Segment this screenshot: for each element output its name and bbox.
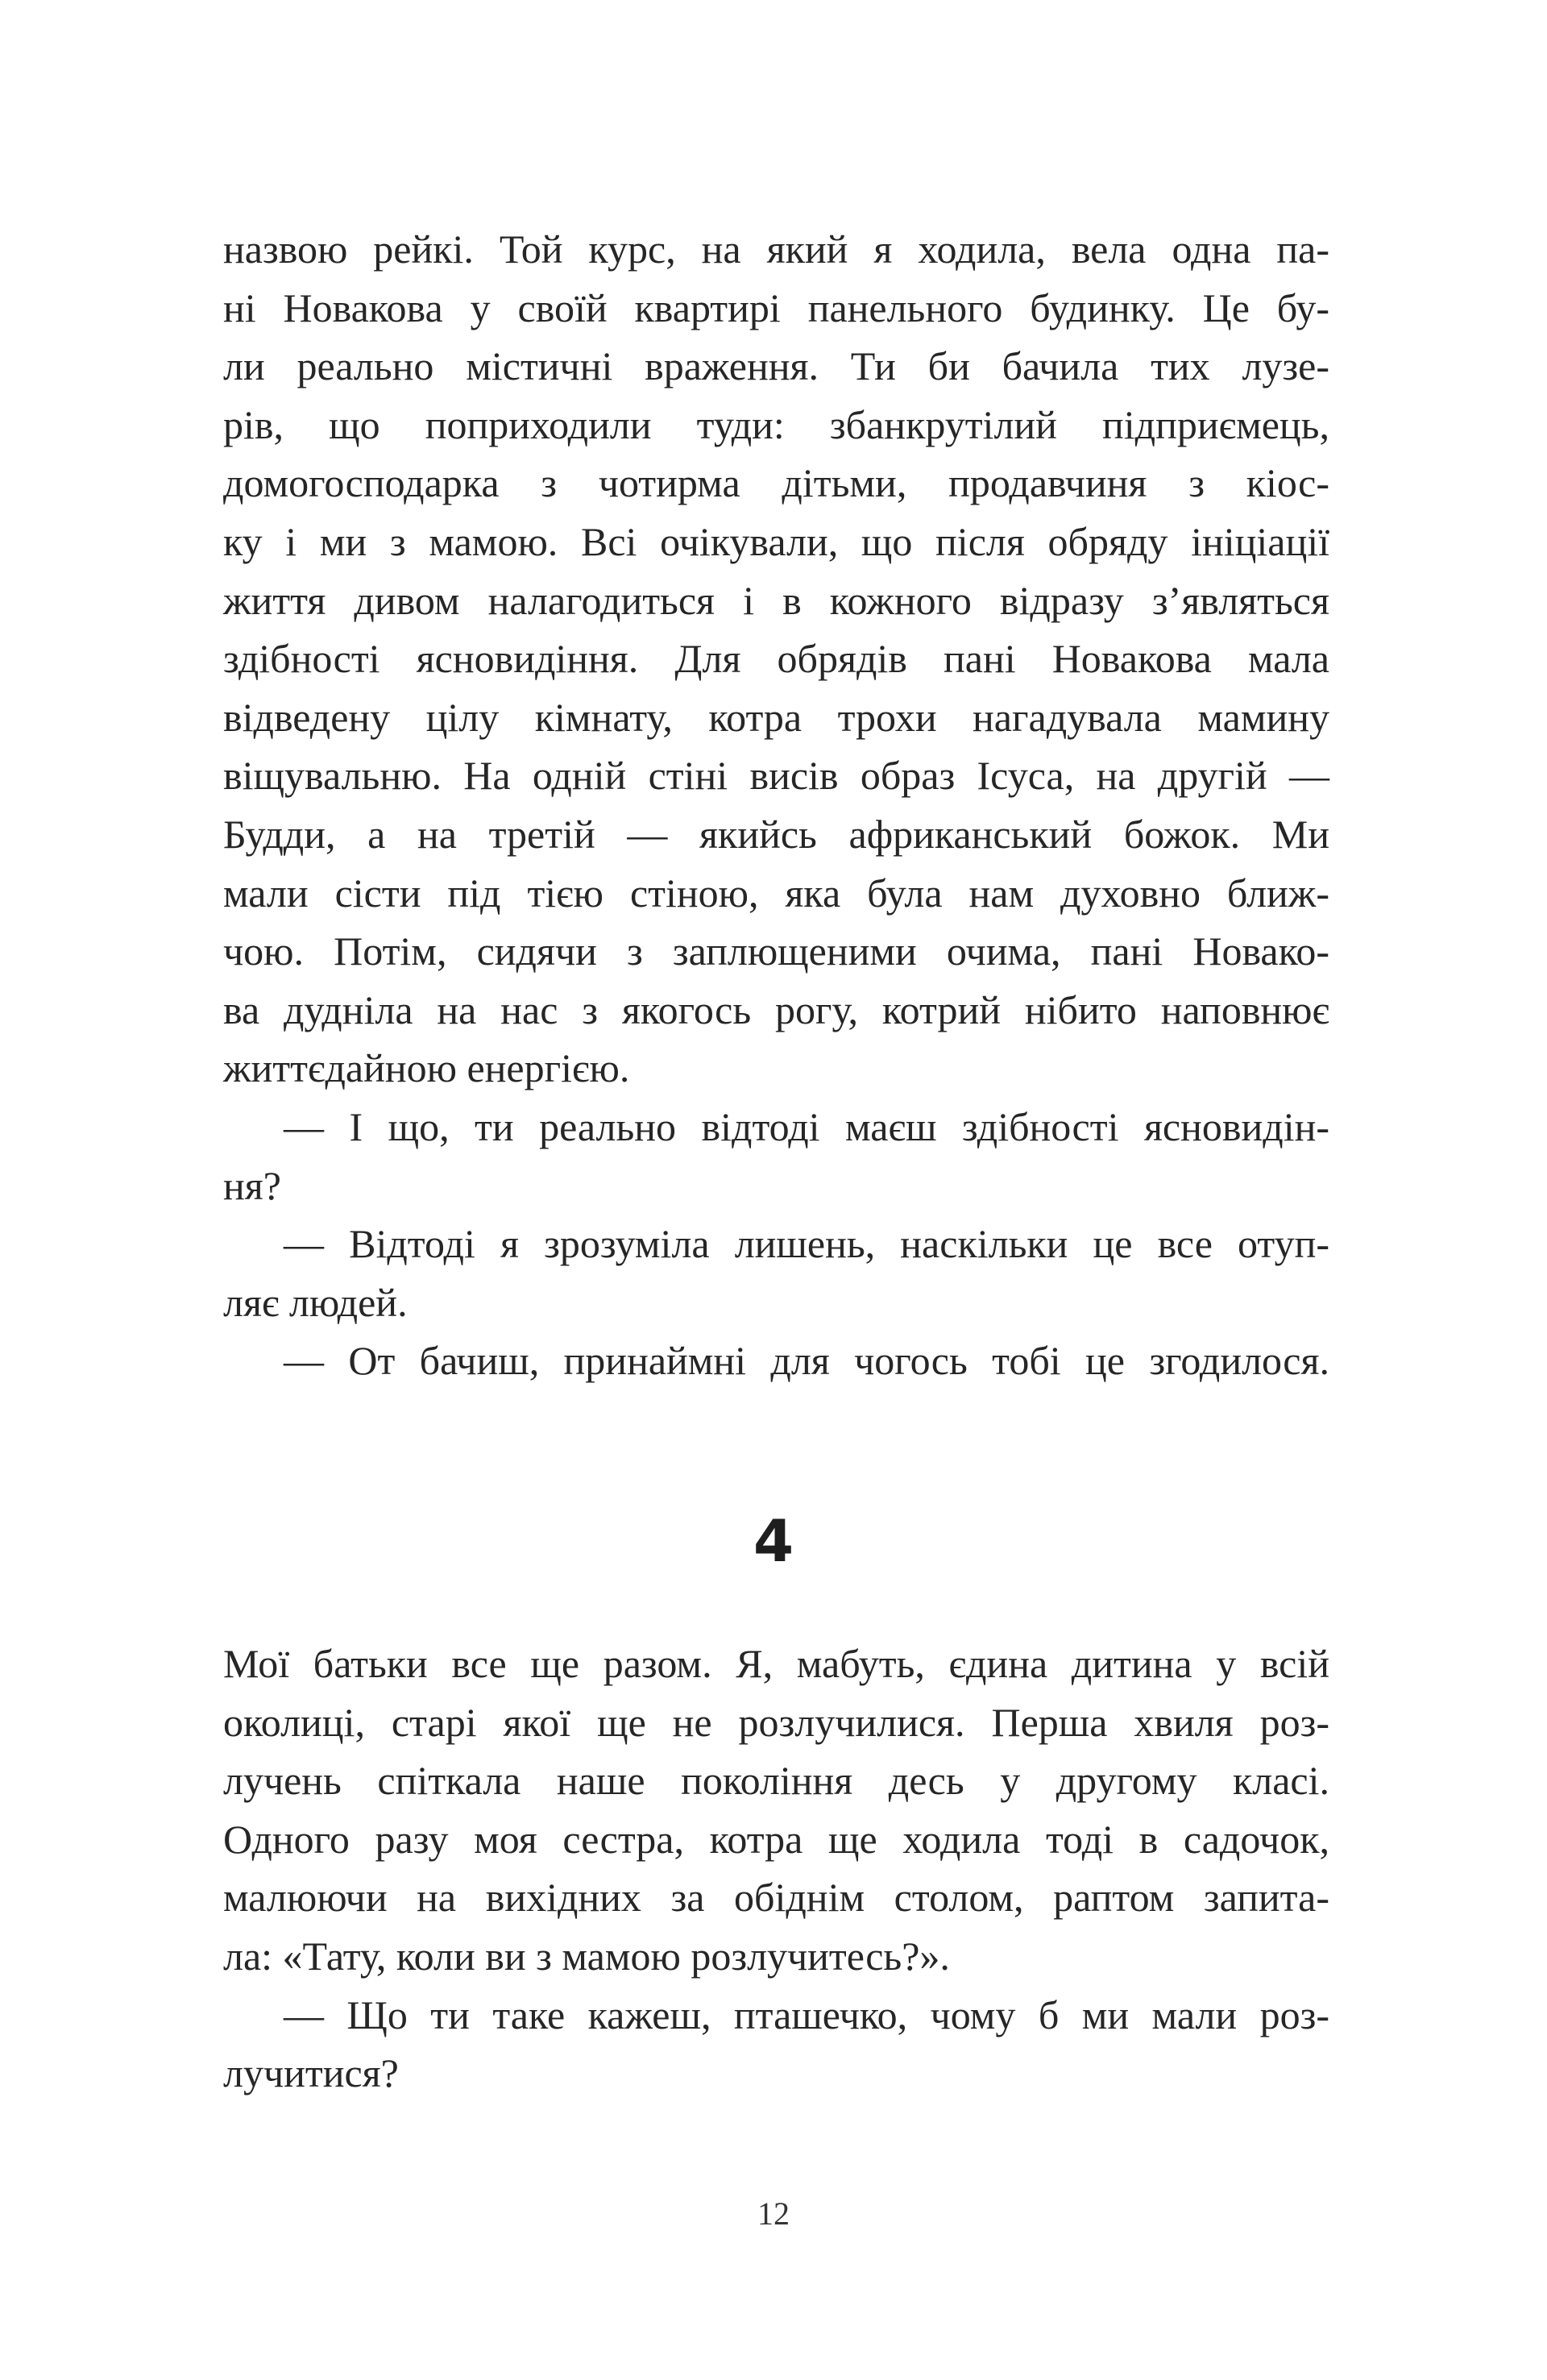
text-line: чою. Потім, сидячи з заплющеними очима, пані Новако- xyxy=(223,928,1329,974)
text-line: мали сісти під тією стіною, яка була нам духовно ближ- xyxy=(223,870,1329,916)
text-line: малюючи на вихідних за обіднім столом, раптом запита- xyxy=(223,1875,1329,1921)
text-line: лучень спіткала наше покоління десь у другому класі. xyxy=(223,1758,1329,1804)
text-line: Одного разу моя сестра, котра ще ходила тоді в садочок, xyxy=(223,1816,1329,1862)
text-line: життєдайною енергією. xyxy=(223,1045,630,1091)
text-line: життя дивом налагодиться і в кожного відразу з’являться xyxy=(223,577,1329,623)
text-line: ня? xyxy=(223,1162,281,1208)
text-line: — Що ти таке кажеш, пташечко, чому б ми мали роз- xyxy=(284,1992,1329,2037)
text-line: Будди, а на третій — якийсь африканський божок. Ми xyxy=(223,811,1329,857)
text-line: здібності ясновидіння. Для обрядів пані Новакова мала xyxy=(223,636,1329,682)
text-line: — От бачиш, принаймні для чогось тобі це згодилося. xyxy=(284,1338,1329,1384)
text-line: віщувальню. На одній стіні висів образ Ісуса, на другій — xyxy=(223,753,1329,799)
text-line: ли реально містичні враження. Ти би бачила тих лузе- xyxy=(223,343,1329,389)
text-line: Мої батьки все ще разом. Я, мабуть, єдина дитина у всій xyxy=(223,1641,1329,1686)
text-line: ва дудніла на нас з якогось рогу, котрий нібито наповнює xyxy=(223,986,1329,1032)
text-section-2 xyxy=(223,1634,1329,2103)
text-line: ку і ми з мамою. Всі очікували, що після обряду ініціації xyxy=(223,518,1329,564)
page-number: 12 xyxy=(757,2195,790,2232)
text-line: — Відтоді я зрозуміла лишень, наскільки це все отуп- xyxy=(284,1221,1329,1267)
text-line: околиці, старі якої ще не розлучилися. Перша хвиля роз- xyxy=(223,1699,1329,1745)
text-section-1 xyxy=(223,220,1329,1390)
chapter-number: 4 xyxy=(753,1507,794,1575)
text-line: назвою рейкі. Той курс, на який я ходила, вела одна па- xyxy=(223,226,1329,272)
text-line: ні Новакова у своїй квартирі панельного будинку. Це бу- xyxy=(223,285,1329,330)
text-line: — І що, ти реально відтоді маєш здібності ясновидін- xyxy=(284,1103,1329,1149)
text-line: ляє людей. xyxy=(223,1279,408,1325)
text-line: рів, що поприходили туди: збанкрутілий підприємець, xyxy=(223,401,1329,447)
text-line: лучитися? xyxy=(223,2050,399,2096)
text-line: відведену цілу кімнату, котра трохи нагадувала мамину xyxy=(223,694,1329,740)
text-line: ла: «Тату, коли ви з мамою розлучитесь?». xyxy=(223,1933,950,1979)
text-line: домогосподарка з чотирма дітьми, продавчиня з кіос- xyxy=(223,460,1329,506)
